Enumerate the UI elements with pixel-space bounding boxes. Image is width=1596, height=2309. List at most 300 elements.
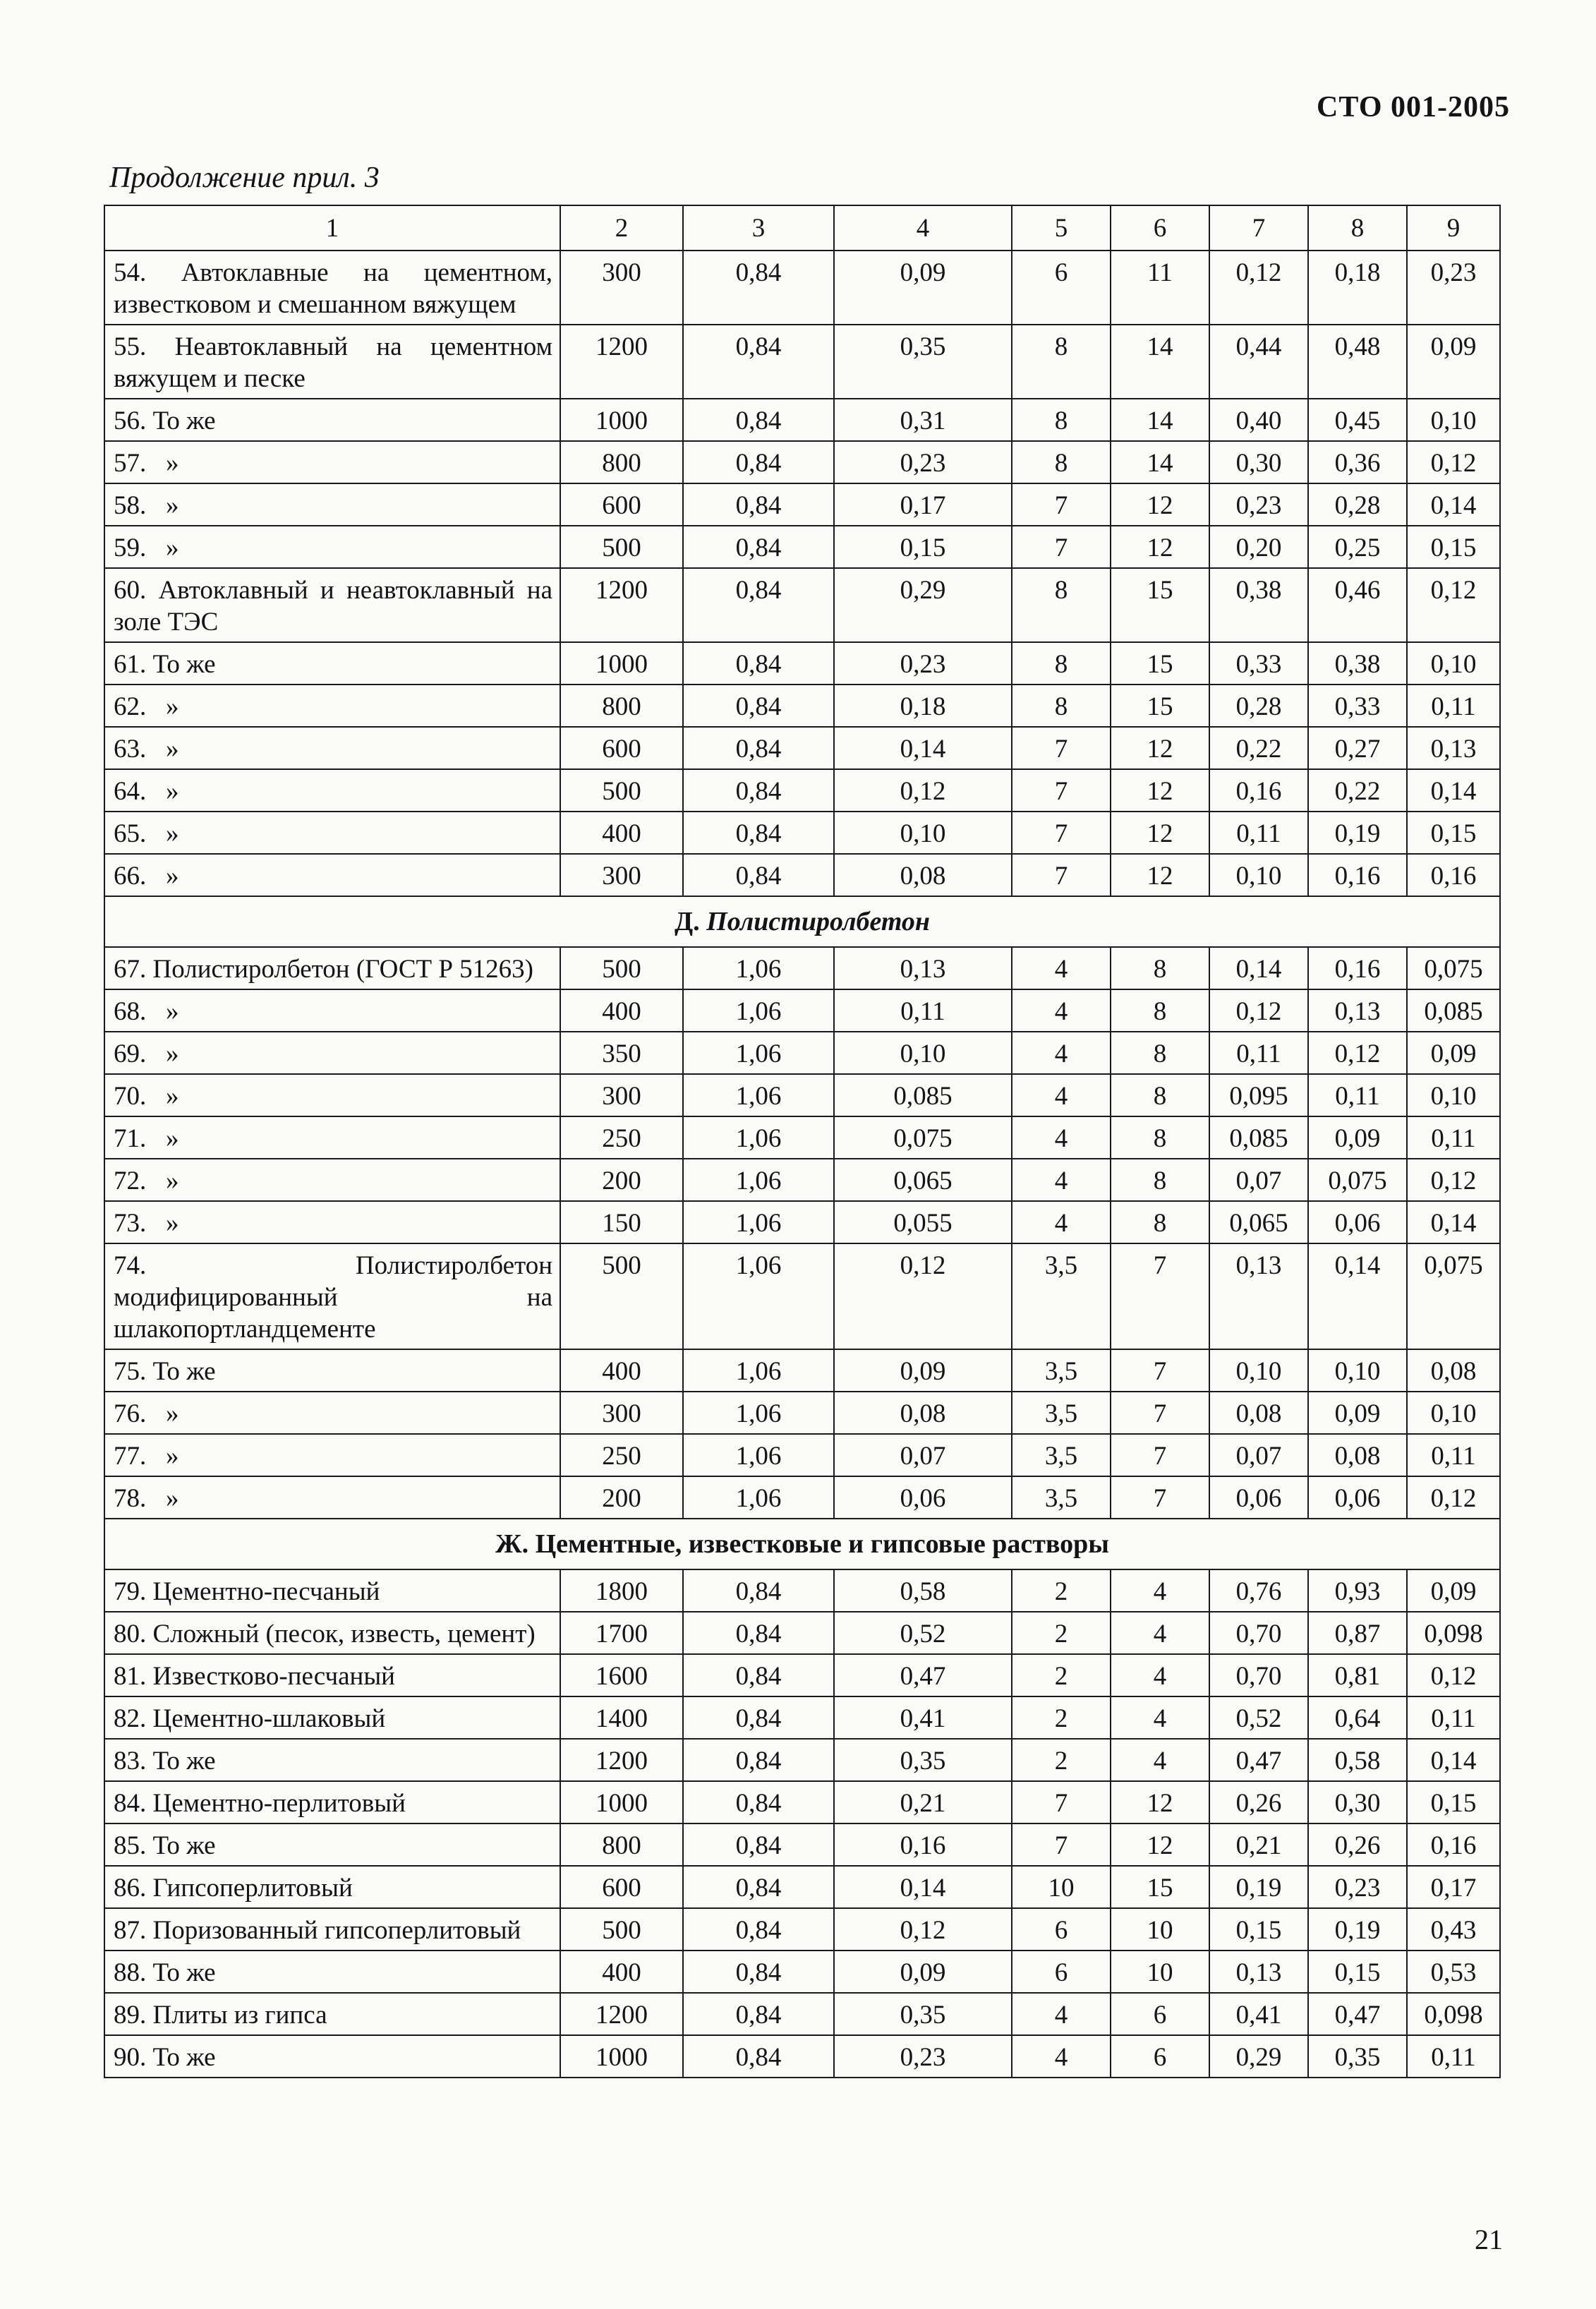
material-name-cell: 67. Полистиролбетон (ГОСТ Р 51263) bbox=[104, 947, 560, 989]
value-cell-col-5: 8 bbox=[1012, 325, 1111, 399]
table-body bbox=[104, 251, 1500, 2078]
value-cell-col-8: 0,27 bbox=[1308, 727, 1407, 769]
material-name-cell: 66. » bbox=[104, 854, 560, 896]
value-cell-col-6: 10 bbox=[1111, 1951, 1209, 1993]
value-cell-col-5: 7 bbox=[1012, 854, 1111, 896]
value-cell-col-8: 0,08 bbox=[1308, 1434, 1407, 1476]
value-cell-col-9: 0,13 bbox=[1407, 727, 1500, 769]
value-cell-col-7: 0,70 bbox=[1209, 1654, 1308, 1696]
value-cell-col-8: 0,22 bbox=[1308, 769, 1407, 812]
value-cell-col-8: 0,23 bbox=[1308, 1866, 1407, 1908]
value-cell-col-5: 7 bbox=[1012, 1823, 1111, 1866]
value-cell-col-7: 0,16 bbox=[1209, 769, 1308, 812]
material-name-cell: 57. » bbox=[104, 441, 560, 483]
value-cell-col-7: 0,41 bbox=[1209, 1993, 1308, 2035]
value-cell-col-5: 8 bbox=[1012, 568, 1111, 642]
value-cell-col-7: 0,08 bbox=[1209, 1392, 1308, 1434]
value-cell-col-7: 0,76 bbox=[1209, 1569, 1308, 1612]
value-cell-col-9: 0,15 bbox=[1407, 526, 1500, 568]
value-cell-col-3: 0,84 bbox=[683, 769, 834, 812]
section-heading-row bbox=[104, 896, 1500, 947]
value-cell-col-4: 0,065 bbox=[834, 1159, 1012, 1201]
value-cell-col-4: 0,09 bbox=[834, 1349, 1012, 1392]
value-cell-col-8: 0,075 bbox=[1308, 1159, 1407, 1201]
value-cell-col-9: 0,10 bbox=[1407, 1392, 1500, 1434]
value-cell-col-4: 0,52 bbox=[834, 1612, 1012, 1654]
value-cell-col-3: 0,84 bbox=[683, 1866, 834, 1908]
value-cell-col-5: 4 bbox=[1012, 1074, 1111, 1116]
column-number-row bbox=[104, 205, 1500, 251]
value-cell-col-5: 2 bbox=[1012, 1696, 1111, 1739]
value-cell-col-6: 11 bbox=[1111, 251, 1209, 325]
value-cell-col-4: 0,12 bbox=[834, 769, 1012, 812]
value-cell-col-2: 1200 bbox=[560, 1993, 683, 2035]
material-name-cell: 75. То же bbox=[104, 1349, 560, 1392]
value-cell-col-7: 0,12 bbox=[1209, 989, 1308, 1032]
value-cell-col-8: 0,06 bbox=[1308, 1201, 1407, 1243]
material-name-cell: 80. Сложный (песок, известь, цемент) bbox=[104, 1612, 560, 1654]
table-row bbox=[104, 325, 1500, 399]
value-cell-col-8: 0,33 bbox=[1308, 685, 1407, 727]
table-row bbox=[104, 685, 1500, 727]
value-cell-col-2: 250 bbox=[560, 1116, 683, 1159]
value-cell-col-7: 0,085 bbox=[1209, 1116, 1308, 1159]
value-cell-col-7: 0,26 bbox=[1209, 1781, 1308, 1823]
table-row bbox=[104, 1032, 1500, 1074]
value-cell-col-4: 0,29 bbox=[834, 568, 1012, 642]
value-cell-col-8: 0,16 bbox=[1308, 947, 1407, 989]
table-row bbox=[104, 642, 1500, 685]
value-cell-col-8: 0,35 bbox=[1308, 2035, 1407, 2078]
material-name-cell: 79. Цементно-песчаный bbox=[104, 1569, 560, 1612]
value-cell-col-4: 0,18 bbox=[834, 685, 1012, 727]
value-cell-col-5: 2 bbox=[1012, 1739, 1111, 1781]
section-title: Полистиролбетон bbox=[706, 906, 930, 936]
table-row bbox=[104, 1392, 1500, 1434]
material-name-cell: 62. » bbox=[104, 685, 560, 727]
material-name-cell: 82. Цементно-шлаковый bbox=[104, 1696, 560, 1739]
value-cell-col-9: 0,10 bbox=[1407, 1074, 1500, 1116]
value-cell-col-9: 0,12 bbox=[1407, 1654, 1500, 1696]
value-cell-col-7: 0,19 bbox=[1209, 1866, 1308, 1908]
value-cell-col-6: 8 bbox=[1111, 1201, 1209, 1243]
value-cell-col-9: 0,14 bbox=[1407, 483, 1500, 526]
value-cell-col-9: 0,11 bbox=[1407, 2035, 1500, 2078]
value-cell-col-7: 0,21 bbox=[1209, 1823, 1308, 1866]
col-header: 6 bbox=[1111, 205, 1209, 251]
value-cell-col-4: 0,10 bbox=[834, 812, 1012, 854]
material-name-cell: 89. Плиты из гипса bbox=[104, 1993, 560, 2035]
value-cell-col-2: 800 bbox=[560, 685, 683, 727]
value-cell-col-5: 2 bbox=[1012, 1569, 1111, 1612]
material-name-cell: 73. » bbox=[104, 1201, 560, 1243]
value-cell-col-5: 10 bbox=[1012, 1866, 1111, 1908]
value-cell-col-9: 0,12 bbox=[1407, 441, 1500, 483]
material-name-cell: 59. » bbox=[104, 526, 560, 568]
value-cell-col-5: 2 bbox=[1012, 1654, 1111, 1696]
value-cell-col-5: 8 bbox=[1012, 685, 1111, 727]
value-cell-col-7: 0,11 bbox=[1209, 1032, 1308, 1074]
value-cell-col-6: 8 bbox=[1111, 989, 1209, 1032]
value-cell-col-2: 400 bbox=[560, 1349, 683, 1392]
value-cell-col-2: 500 bbox=[560, 526, 683, 568]
value-cell-col-3: 1,06 bbox=[683, 1243, 834, 1349]
value-cell-col-2: 350 bbox=[560, 1032, 683, 1074]
value-cell-col-4: 0,58 bbox=[834, 1569, 1012, 1612]
value-cell-col-2: 1000 bbox=[560, 399, 683, 441]
value-cell-col-4: 0,17 bbox=[834, 483, 1012, 526]
value-cell-col-4: 0,13 bbox=[834, 947, 1012, 989]
value-cell-col-3: 0,84 bbox=[683, 1823, 834, 1866]
value-cell-col-5: 4 bbox=[1012, 947, 1111, 989]
table-row bbox=[104, 854, 1500, 896]
value-cell-col-9: 0,15 bbox=[1407, 1781, 1500, 1823]
value-cell-col-3: 0,84 bbox=[683, 1696, 834, 1739]
value-cell-col-7: 0,13 bbox=[1209, 1951, 1308, 1993]
value-cell-col-8: 0,36 bbox=[1308, 441, 1407, 483]
value-cell-col-7: 0,065 bbox=[1209, 1201, 1308, 1243]
value-cell-col-5: 7 bbox=[1012, 769, 1111, 812]
value-cell-col-9: 0,09 bbox=[1407, 325, 1500, 399]
value-cell-col-6: 10 bbox=[1111, 1908, 1209, 1951]
value-cell-col-5: 4 bbox=[1012, 989, 1111, 1032]
value-cell-col-7: 0,14 bbox=[1209, 947, 1308, 989]
value-cell-col-7: 0,40 bbox=[1209, 399, 1308, 441]
value-cell-col-8: 0,16 bbox=[1308, 854, 1407, 896]
value-cell-col-5: 3,5 bbox=[1012, 1476, 1111, 1519]
value-cell-col-3: 1,06 bbox=[683, 1392, 834, 1434]
value-cell-col-3: 1,06 bbox=[683, 1116, 834, 1159]
value-cell-col-8: 0,46 bbox=[1308, 568, 1407, 642]
section-heading-row bbox=[104, 1519, 1500, 1569]
table-row bbox=[104, 1074, 1500, 1116]
value-cell-col-6: 12 bbox=[1111, 483, 1209, 526]
value-cell-col-5: 4 bbox=[1012, 1032, 1111, 1074]
value-cell-col-7: 0,33 bbox=[1209, 642, 1308, 685]
value-cell-col-7: 0,095 bbox=[1209, 1074, 1308, 1116]
value-cell-col-5: 2 bbox=[1012, 1612, 1111, 1654]
value-cell-col-8: 0,47 bbox=[1308, 1993, 1407, 2035]
value-cell-col-9: 0,14 bbox=[1407, 1201, 1500, 1243]
value-cell-col-2: 1200 bbox=[560, 1739, 683, 1781]
value-cell-col-7: 0,38 bbox=[1209, 568, 1308, 642]
col-header: 1 bbox=[104, 205, 560, 251]
value-cell-col-9: 0,10 bbox=[1407, 399, 1500, 441]
value-cell-col-4: 0,35 bbox=[834, 1739, 1012, 1781]
table-row bbox=[104, 1696, 1500, 1739]
material-name-cell: 68. » bbox=[104, 989, 560, 1032]
value-cell-col-7: 0,52 bbox=[1209, 1696, 1308, 1739]
page-number: 21 bbox=[1475, 2224, 1503, 2255]
section-letter: Д. bbox=[675, 906, 700, 936]
value-cell-col-3: 0,84 bbox=[683, 1908, 834, 1951]
value-cell-col-2: 1000 bbox=[560, 2035, 683, 2078]
value-cell-col-9: 0,075 bbox=[1407, 1243, 1500, 1349]
value-cell-col-3: 1,06 bbox=[683, 1349, 834, 1392]
value-cell-col-2: 300 bbox=[560, 1074, 683, 1116]
table-row bbox=[104, 1781, 1500, 1823]
value-cell-col-9: 0,08 bbox=[1407, 1349, 1500, 1392]
value-cell-col-7: 0,47 bbox=[1209, 1739, 1308, 1781]
value-cell-col-2: 250 bbox=[560, 1434, 683, 1476]
material-name-cell: 81. Известково-песчаный bbox=[104, 1654, 560, 1696]
properties-table bbox=[104, 205, 1501, 2078]
value-cell-col-2: 300 bbox=[560, 251, 683, 325]
value-cell-col-2: 500 bbox=[560, 1243, 683, 1349]
value-cell-col-7: 0,10 bbox=[1209, 1349, 1308, 1392]
material-name-cell: 56. То же bbox=[104, 399, 560, 441]
document-id: СТО 001-2005 bbox=[1317, 91, 1510, 123]
value-cell-col-4: 0,23 bbox=[834, 441, 1012, 483]
value-cell-col-3: 0,84 bbox=[683, 1993, 834, 2035]
value-cell-col-4: 0,47 bbox=[834, 1654, 1012, 1696]
value-cell-col-3: 1,06 bbox=[683, 1032, 834, 1074]
value-cell-col-2: 1200 bbox=[560, 568, 683, 642]
value-cell-col-5: 4 bbox=[1012, 1993, 1111, 2035]
col-header: 7 bbox=[1209, 205, 1308, 251]
value-cell-col-9: 0,11 bbox=[1407, 1434, 1500, 1476]
table-row bbox=[104, 1951, 1500, 1993]
material-name-cell: 70. » bbox=[104, 1074, 560, 1116]
section-heading bbox=[104, 896, 1500, 947]
value-cell-col-5: 6 bbox=[1012, 1951, 1111, 1993]
value-cell-col-5: 6 bbox=[1012, 251, 1111, 325]
value-cell-col-9: 0,11 bbox=[1407, 1116, 1500, 1159]
value-cell-col-6: 12 bbox=[1111, 727, 1209, 769]
table-row bbox=[104, 769, 1500, 812]
value-cell-col-8: 0,48 bbox=[1308, 325, 1407, 399]
value-cell-col-2: 500 bbox=[560, 769, 683, 812]
value-cell-col-8: 0,06 bbox=[1308, 1476, 1407, 1519]
col-header: 2 bbox=[560, 205, 683, 251]
table-row bbox=[104, 1434, 1500, 1476]
value-cell-col-5: 4 bbox=[1012, 1201, 1111, 1243]
value-cell-col-4: 0,09 bbox=[834, 251, 1012, 325]
value-cell-col-4: 0,055 bbox=[834, 1201, 1012, 1243]
value-cell-col-7: 0,15 bbox=[1209, 1908, 1308, 1951]
material-name-cell: 61. То же bbox=[104, 642, 560, 685]
value-cell-col-6: 7 bbox=[1111, 1349, 1209, 1392]
value-cell-col-8: 0,14 bbox=[1308, 1243, 1407, 1349]
value-cell-col-8: 0,25 bbox=[1308, 526, 1407, 568]
value-cell-col-3: 0,84 bbox=[683, 812, 834, 854]
value-cell-col-4: 0,35 bbox=[834, 1993, 1012, 2035]
value-cell-col-7: 0,28 bbox=[1209, 685, 1308, 727]
value-cell-col-6: 7 bbox=[1111, 1434, 1209, 1476]
table-row bbox=[104, 441, 1500, 483]
value-cell-col-2: 300 bbox=[560, 854, 683, 896]
value-cell-col-3: 0,84 bbox=[683, 251, 834, 325]
value-cell-col-9: 0,12 bbox=[1407, 1476, 1500, 1519]
value-cell-col-5: 7 bbox=[1012, 1781, 1111, 1823]
value-cell-col-2: 150 bbox=[560, 1201, 683, 1243]
value-cell-col-6: 15 bbox=[1111, 685, 1209, 727]
value-cell-col-2: 1000 bbox=[560, 642, 683, 685]
col-header: 5 bbox=[1012, 205, 1111, 251]
value-cell-col-7: 0,06 bbox=[1209, 1476, 1308, 1519]
value-cell-col-6: 12 bbox=[1111, 769, 1209, 812]
value-cell-col-5: 7 bbox=[1012, 812, 1111, 854]
value-cell-col-7: 0,20 bbox=[1209, 526, 1308, 568]
table-row bbox=[104, 483, 1500, 526]
table-row bbox=[104, 1993, 1500, 2035]
table-row bbox=[104, 1159, 1500, 1201]
value-cell-col-3: 0,84 bbox=[683, 727, 834, 769]
value-cell-col-8: 0,64 bbox=[1308, 1696, 1407, 1739]
material-name-cell: 63. » bbox=[104, 727, 560, 769]
table-row bbox=[104, 568, 1500, 642]
value-cell-col-5: 7 bbox=[1012, 526, 1111, 568]
value-cell-col-4: 0,09 bbox=[834, 1951, 1012, 1993]
value-cell-col-6: 8 bbox=[1111, 1032, 1209, 1074]
value-cell-col-7: 0,12 bbox=[1209, 251, 1308, 325]
value-cell-col-5: 4 bbox=[1012, 1159, 1111, 1201]
value-cell-col-7: 0,70 bbox=[1209, 1612, 1308, 1654]
value-cell-col-7: 0,44 bbox=[1209, 325, 1308, 399]
value-cell-col-5: 8 bbox=[1012, 399, 1111, 441]
table-row bbox=[104, 1654, 1500, 1696]
value-cell-col-6: 7 bbox=[1111, 1392, 1209, 1434]
table-row bbox=[104, 1612, 1500, 1654]
value-cell-col-6: 14 bbox=[1111, 441, 1209, 483]
value-cell-col-8: 0,09 bbox=[1308, 1116, 1407, 1159]
material-name-cell: 83. То же bbox=[104, 1739, 560, 1781]
value-cell-col-6: 8 bbox=[1111, 1159, 1209, 1201]
value-cell-col-8: 0,09 bbox=[1308, 1392, 1407, 1434]
value-cell-col-5: 3,5 bbox=[1012, 1349, 1111, 1392]
value-cell-col-4: 0,06 bbox=[834, 1476, 1012, 1519]
value-cell-col-6: 8 bbox=[1111, 1116, 1209, 1159]
value-cell-col-3: 0,84 bbox=[683, 1654, 834, 1696]
value-cell-col-4: 0,23 bbox=[834, 642, 1012, 685]
value-cell-col-9: 0,53 bbox=[1407, 1951, 1500, 1993]
value-cell-col-2: 600 bbox=[560, 1866, 683, 1908]
value-cell-col-9: 0,12 bbox=[1407, 568, 1500, 642]
value-cell-col-3: 0,84 bbox=[683, 399, 834, 441]
value-cell-col-9: 0,23 bbox=[1407, 251, 1500, 325]
value-cell-col-3: 0,84 bbox=[683, 526, 834, 568]
value-cell-col-2: 600 bbox=[560, 727, 683, 769]
value-cell-col-4: 0,23 bbox=[834, 2035, 1012, 2078]
value-cell-col-3: 1,06 bbox=[683, 989, 834, 1032]
table-row bbox=[104, 1201, 1500, 1243]
table-row bbox=[104, 1823, 1500, 1866]
value-cell-col-5: 8 bbox=[1012, 642, 1111, 685]
value-cell-col-2: 500 bbox=[560, 1908, 683, 1951]
value-cell-col-2: 1000 bbox=[560, 1781, 683, 1823]
material-name-cell: 69. » bbox=[104, 1032, 560, 1074]
value-cell-col-7: 0,13 bbox=[1209, 1243, 1308, 1349]
col-header: 3 bbox=[683, 205, 834, 251]
table-row bbox=[104, 812, 1500, 854]
value-cell-col-5: 4 bbox=[1012, 1116, 1111, 1159]
value-cell-col-4: 0,08 bbox=[834, 1392, 1012, 1434]
value-cell-col-3: 0,84 bbox=[683, 1951, 834, 1993]
value-cell-col-8: 0,10 bbox=[1308, 1349, 1407, 1392]
value-cell-col-6: 4 bbox=[1111, 1696, 1209, 1739]
value-cell-col-9: 0,11 bbox=[1407, 1696, 1500, 1739]
value-cell-col-8: 0,26 bbox=[1308, 1823, 1407, 1866]
material-name-cell: 77. » bbox=[104, 1434, 560, 1476]
material-name-cell: 85. То же bbox=[104, 1823, 560, 1866]
table-row bbox=[104, 526, 1500, 568]
table-row bbox=[104, 2035, 1500, 2078]
value-cell-col-4: 0,15 bbox=[834, 526, 1012, 568]
material-name-cell: 71. » bbox=[104, 1116, 560, 1159]
material-name-cell: 88. То же bbox=[104, 1951, 560, 1993]
value-cell-col-7: 0,07 bbox=[1209, 1159, 1308, 1201]
material-name-cell: 72. » bbox=[104, 1159, 560, 1201]
material-name-cell: 64. » bbox=[104, 769, 560, 812]
material-name-cell: 86. Гипсоперлитовый bbox=[104, 1866, 560, 1908]
value-cell-col-2: 1600 bbox=[560, 1654, 683, 1696]
value-cell-col-7: 0,29 bbox=[1209, 2035, 1308, 2078]
value-cell-col-4: 0,41 bbox=[834, 1696, 1012, 1739]
value-cell-col-5: 6 bbox=[1012, 1908, 1111, 1951]
table-row bbox=[104, 989, 1500, 1032]
value-cell-col-9: 0,11 bbox=[1407, 685, 1500, 727]
continuation-caption: Продолжение прил. 3 bbox=[109, 162, 380, 194]
value-cell-col-9: 0,075 bbox=[1407, 947, 1500, 989]
value-cell-col-4: 0,35 bbox=[834, 325, 1012, 399]
value-cell-col-3: 0,84 bbox=[683, 1569, 834, 1612]
value-cell-col-9: 0,16 bbox=[1407, 1823, 1500, 1866]
value-cell-col-4: 0,11 bbox=[834, 989, 1012, 1032]
section-letter: Ж. bbox=[495, 1529, 529, 1559]
table-row bbox=[104, 947, 1500, 989]
value-cell-col-5: 8 bbox=[1012, 441, 1111, 483]
value-cell-col-6: 15 bbox=[1111, 568, 1209, 642]
material-name-cell: 58. » bbox=[104, 483, 560, 526]
value-cell-col-9: 0,15 bbox=[1407, 812, 1500, 854]
value-cell-col-4: 0,07 bbox=[834, 1434, 1012, 1476]
table-row bbox=[104, 1116, 1500, 1159]
value-cell-col-2: 600 bbox=[560, 483, 683, 526]
material-name-cell: 84. Цементно-перлитовый bbox=[104, 1781, 560, 1823]
value-cell-col-4: 0,12 bbox=[834, 1243, 1012, 1349]
value-cell-col-7: 0,07 bbox=[1209, 1434, 1308, 1476]
value-cell-col-6: 6 bbox=[1111, 2035, 1209, 2078]
value-cell-col-4: 0,075 bbox=[834, 1116, 1012, 1159]
value-cell-col-8: 0,19 bbox=[1308, 1908, 1407, 1951]
value-cell-col-8: 0,15 bbox=[1308, 1951, 1407, 1993]
value-cell-col-5: 3,5 bbox=[1012, 1243, 1111, 1349]
value-cell-col-9: 0,17 bbox=[1407, 1866, 1500, 1908]
value-cell-col-3: 0,84 bbox=[683, 1612, 834, 1654]
value-cell-col-6: 14 bbox=[1111, 325, 1209, 399]
value-cell-col-6: 4 bbox=[1111, 1739, 1209, 1781]
value-cell-col-6: 12 bbox=[1111, 1781, 1209, 1823]
value-cell-col-7: 0,30 bbox=[1209, 441, 1308, 483]
value-cell-col-6: 6 bbox=[1111, 1993, 1209, 2035]
value-cell-col-8: 0,45 bbox=[1308, 399, 1407, 441]
value-cell-col-3: 0,84 bbox=[683, 1781, 834, 1823]
value-cell-col-8: 0,28 bbox=[1308, 483, 1407, 526]
value-cell-col-9: 0,09 bbox=[1407, 1032, 1500, 1074]
value-cell-col-6: 12 bbox=[1111, 812, 1209, 854]
value-cell-col-3: 0,84 bbox=[683, 685, 834, 727]
value-cell-col-6: 12 bbox=[1111, 1823, 1209, 1866]
value-cell-col-6: 15 bbox=[1111, 642, 1209, 685]
value-cell-col-4: 0,12 bbox=[834, 1908, 1012, 1951]
table-row bbox=[104, 1739, 1500, 1781]
value-cell-col-5: 4 bbox=[1012, 2035, 1111, 2078]
value-cell-col-2: 400 bbox=[560, 812, 683, 854]
value-cell-col-9: 0,14 bbox=[1407, 769, 1500, 812]
value-cell-col-2: 200 bbox=[560, 1159, 683, 1201]
table-row bbox=[104, 251, 1500, 325]
material-name-cell: 55. Неавтоклавный на цементном вяжущем и песке bbox=[104, 325, 560, 399]
